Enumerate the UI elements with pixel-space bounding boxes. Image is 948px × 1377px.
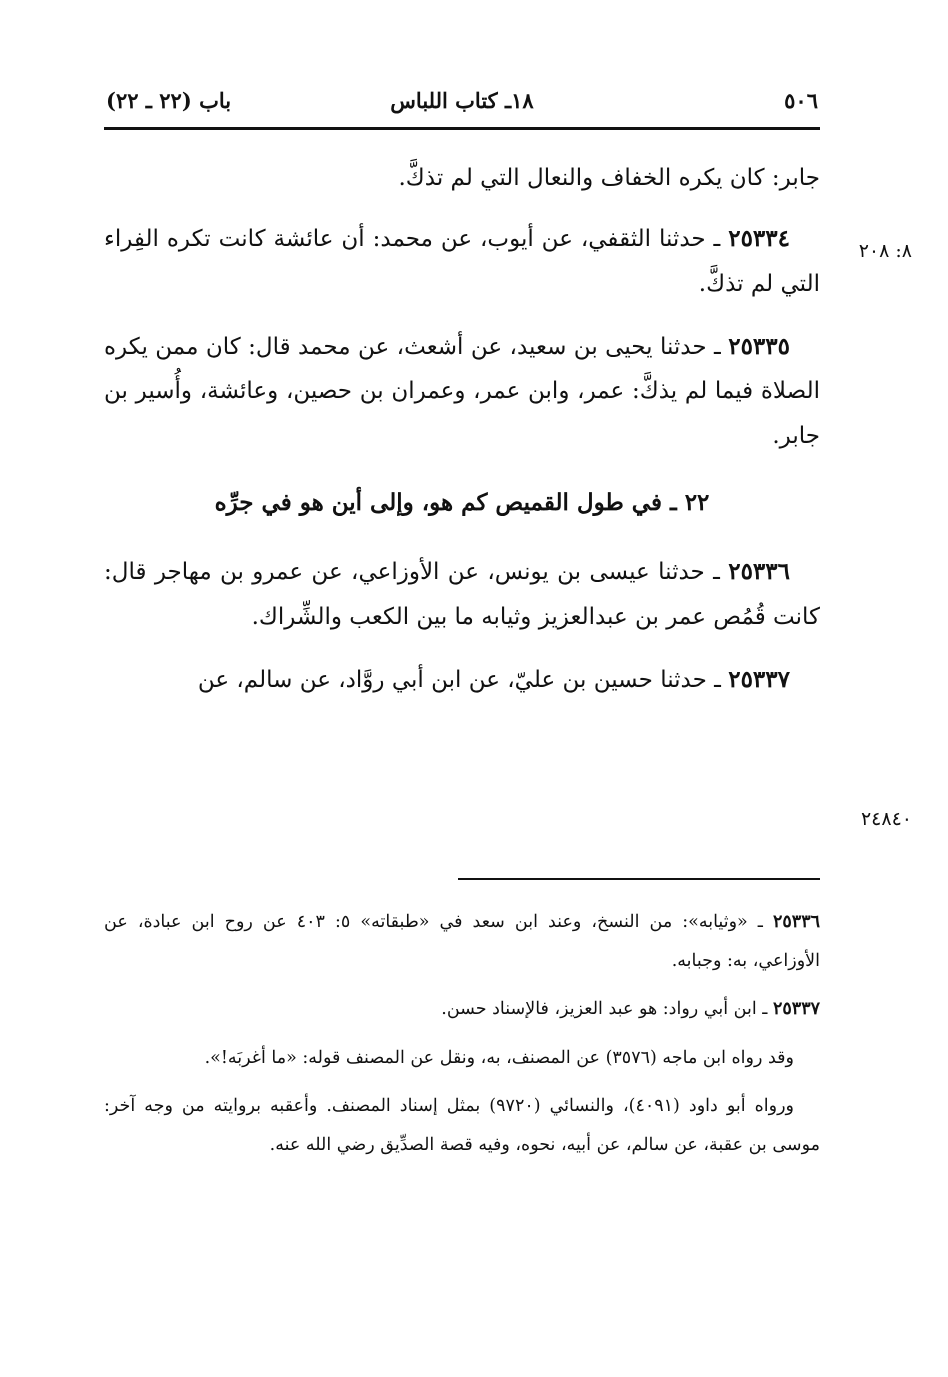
hadith-paragraph	[104, 217, 820, 307]
hadith-paragraph	[104, 550, 820, 640]
footnote-divider	[458, 878, 820, 880]
hadith-number: ٢٥٣٣٤	[728, 224, 790, 252]
footnote	[104, 990, 820, 1029]
footnotes	[104, 903, 820, 1174]
footnote-text: ـ «وثيابه»: من النسخ، وعند ابن سعد في «طبقاته» ٥: ٤٠٣ عن روح ابن عبادة، عن الأوزاعي، به: وجبابه.	[104, 912, 820, 971]
hadith-paragraph	[104, 658, 820, 703]
continued-text: جابر: كان يكره الخفاف والنعال التي لم تذكَّ.	[398, 165, 820, 191]
footnote	[104, 1039, 820, 1078]
hadith-text: ـ حدثنا عيسى بن يونس، عن الأوزاعي، عن عمرو بن مهاجر قال: كانت قُمُص عمر بن عبدالعزيز وثيابه ما بين الكعب والشِّراك.	[104, 558, 820, 630]
footnote-text: وقد رواه ابن ماجه (٣٥٧٦) عن المصنف، به، ونقل عن المصنف قوله: «ما أغربَه!».	[204, 1047, 794, 1068]
margin-reference: ٨: ٢٠٨	[858, 240, 912, 262]
section-heading: ٢٢ ـ في طول القميص كم هو، وإلى أين هو في جرِّه	[214, 489, 710, 517]
footnote-text: ـ ابن أبي رواد: هو عبد العزيز، فالإسناد حسن.	[441, 999, 773, 1019]
chapter-range: باب (٢٢ ـ ٢٢)	[106, 88, 232, 113]
footnote-number: ٢٥٣٣٦	[773, 912, 820, 932]
hadith-number: ٢٥٣٣٥	[728, 332, 790, 360]
hadith-text: ـ حدثنا حسين بن عليّ، عن ابن أبي روَّاد، عن سالم، عن	[197, 666, 729, 693]
footnote	[104, 1087, 820, 1164]
footnote-text: ورواه أبو داود (٤٠٩١)، والنسائي (٩٧٢٠) بمثل إسناد المصنف. وأعقبه بروايته من وجه آخر: موسى بن عقبة، عن سالم، عن أبيه، نحوه، وفيه قصة الصدِّيق رضي الله عنه.	[104, 1096, 820, 1155]
hadith-number: ٢٥٣٣٦	[728, 557, 790, 585]
hadith-number: ٢٥٣٣٧	[728, 665, 790, 693]
footnote	[104, 903, 820, 980]
main-text	[104, 156, 820, 720]
footnote-number: ٢٥٣٣٧	[773, 999, 820, 1019]
hadith-paragraph	[104, 325, 820, 460]
margin-reference: ٢٤٨٤٠	[860, 808, 912, 830]
hadith-text: ـ حدثنا الثقفي، عن أيوب، عن محمد: أن عائشة كانت تكره الفِراء التي لم تذكَّ.	[104, 225, 820, 297]
header-divider	[104, 127, 820, 130]
running-header	[104, 86, 820, 122]
book-title: ١٨ـ كتاب اللباس	[390, 88, 534, 113]
hadith-text: ـ حدثنا يحيى بن سعيد، عن أشعث، عن محمد قال: كان ممن يكره الصلاة فيما لم يذكَّ: عمر، وابن عمر، وعمران بن حصين، وعائشة، وأُسير بن جابر.	[104, 333, 820, 450]
page-number: ٥٠٦	[784, 88, 818, 113]
